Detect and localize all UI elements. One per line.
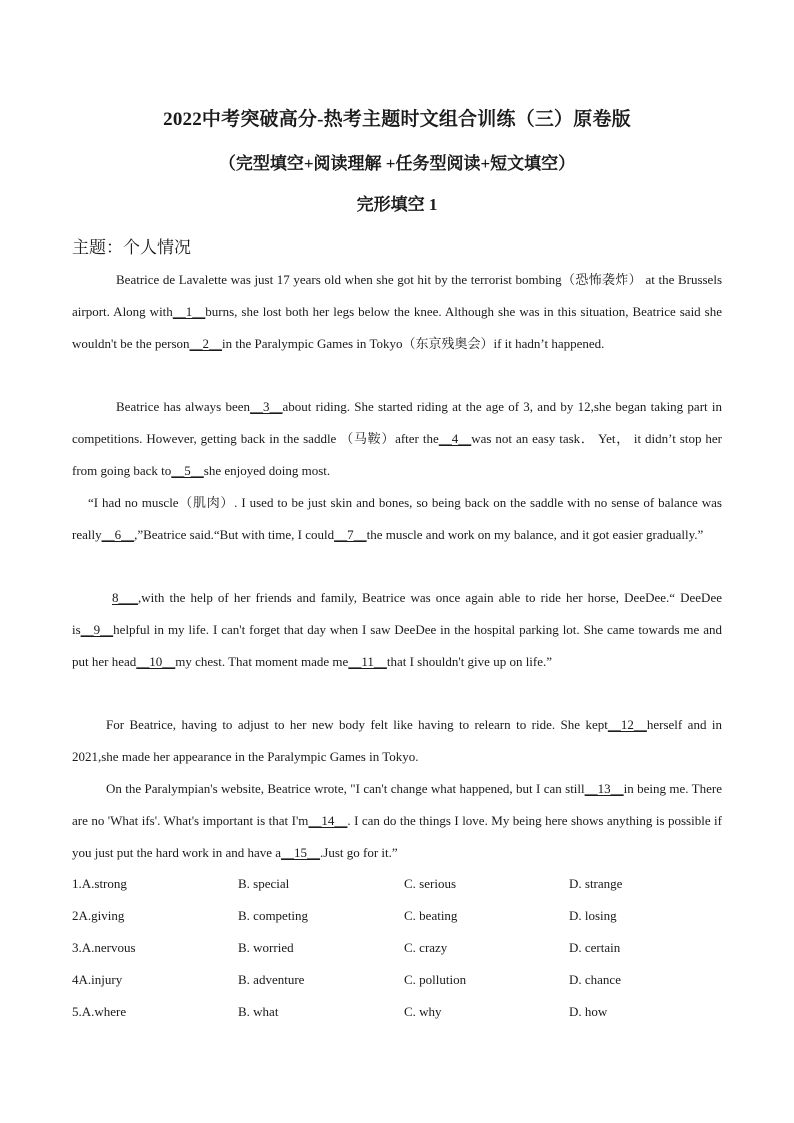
paragraph-text: “I had no muscle（肌肉）. I used to be just skin and bones, so being back on the saddle with no sense of balance was really xyxy=(72,495,722,542)
paragraph-text: On the Paralympian's website, Beatrice wrote, "I can't change what happened, but I can still xyxy=(106,781,585,796)
passage-paragraph-1 xyxy=(72,264,722,359)
option-a: 2A.giving xyxy=(72,907,125,923)
passage-paragraph-5 xyxy=(72,709,722,773)
option-b: B. what xyxy=(238,1003,279,1019)
blank-15: __15__ xyxy=(281,844,321,860)
blank-4: __4__ xyxy=(438,430,472,446)
paragraph-text: she enjoyed doing most. xyxy=(203,462,331,478)
blank-8: 8___ xyxy=(112,590,138,605)
question-1-options xyxy=(72,868,752,900)
blank-7: __7__ xyxy=(334,526,367,542)
blank-3: __3__ xyxy=(250,399,283,414)
option-c: C. pollution xyxy=(404,971,467,987)
passage-paragraph-3 xyxy=(72,487,722,551)
question-5-options xyxy=(72,996,752,1028)
option-d: D. chance xyxy=(569,971,621,987)
topic-label: 主题：个人情况 xyxy=(72,238,191,257)
paragraph-text: Beatrice has always been xyxy=(116,399,251,414)
option-a: 3.A.nervous xyxy=(72,939,136,955)
paragraph-text: that I shouldn't give up on life.” xyxy=(386,653,553,669)
section-title: 完形填空 1 xyxy=(356,195,438,214)
blank-9: __9__ xyxy=(80,621,114,637)
option-d: D. how xyxy=(569,1003,608,1019)
option-d: D. losing xyxy=(569,907,617,923)
document-title: 2022中考突破高分-热考主题时文组合训练（三）原卷版 xyxy=(163,109,631,130)
paragraph-text: . I can do the things I love. My being here shows anything is possible if you just put the hard work in and have a xyxy=(72,812,722,860)
blank-1: __1__ xyxy=(172,303,206,319)
paragraph-text: about riding. She started riding at the age of 3, and by 12,she began taking part in competitions. However, getting back in the saddle （马鞍）after the xyxy=(72,399,722,446)
paragraph-text: burns, she lost both her legs below the knee. Although she was in this situation, Beatrice said she wouldn't be the person xyxy=(72,303,723,351)
paragraph-text: in being me. There are no 'What ifs'. What's important is that I'm xyxy=(72,781,722,828)
option-b: B. competing xyxy=(238,907,309,923)
passage-paragraph-6 xyxy=(72,773,722,868)
blank-11: __11__ xyxy=(348,653,387,669)
answer-options xyxy=(72,868,752,1027)
blank-2: __2__ xyxy=(189,335,223,351)
paragraph-text: ,”Beatrice said.“But with time, I could xyxy=(134,526,335,542)
option-c: C. serious xyxy=(404,876,456,891)
paragraph-text: For Beatrice, having to adjust to her new body felt like having to relearn to ride. She kept xyxy=(106,717,608,732)
blank-6: __6__ xyxy=(101,526,135,542)
question-3-options xyxy=(72,932,752,964)
option-a: 4A.injury xyxy=(72,971,123,987)
document-subtitle: （完型填空+阅读理解 +任务型阅读+短文填空） xyxy=(218,154,576,173)
blank-5: __5__ xyxy=(171,462,204,478)
option-c: C. beating xyxy=(404,907,458,923)
blank-12: __12__ xyxy=(607,717,647,732)
paragraph-text: .Just go for it.” xyxy=(320,844,398,860)
passage-paragraph-2 xyxy=(72,391,722,486)
paragraph-text: was not an easy task． Yet， it didn’t stop her from going back to xyxy=(72,430,722,478)
question-4-options xyxy=(72,964,752,996)
passage-paragraph-4 xyxy=(72,582,722,677)
option-c: C. crazy xyxy=(404,939,448,955)
option-a: 5.A.where xyxy=(72,1003,127,1019)
paragraph-text: helpful in my life. I can't forget that day when I saw DeeDee in the hospital parking lot. She came towards me and put her head xyxy=(72,621,722,669)
blank-13: __13__ xyxy=(584,781,624,796)
paragraph-text: in the Paralympic Games in Tokyo（东京残奥会）if it hadn’t happened. xyxy=(222,335,605,351)
paragraph-text: Beatrice de Lavalette was just 17 years old when she got hit by the terrorist bombing（恐怖袭炸） at the Brussels airport. Along with xyxy=(72,272,722,319)
option-b: B. special xyxy=(238,876,290,891)
option-b: B. adventure xyxy=(238,971,305,987)
blank-10: __10__ xyxy=(136,653,176,669)
option-d: D. strange xyxy=(569,876,623,891)
paragraph-text: my chest. That moment made me xyxy=(175,653,349,669)
option-a: 1.A.strong xyxy=(72,876,127,891)
paragraph-text: ,with the help of her friends and family, Beatrice was once again able to ride her horse, DeeDee.“ DeeDee is xyxy=(72,590,722,637)
option-c: C. why xyxy=(404,1003,442,1019)
paragraph-text: the muscle and work on my balance, and it got easier gradually.” xyxy=(366,526,704,542)
option-b: B. worried xyxy=(238,939,294,955)
question-2-options xyxy=(72,900,752,932)
blank-14: __14__ xyxy=(308,812,348,828)
paragraph-text: herself and in 2021,she made her appearance in the Paralympic Games in Tokyo. xyxy=(72,717,722,764)
option-d: D. certain xyxy=(569,939,621,955)
